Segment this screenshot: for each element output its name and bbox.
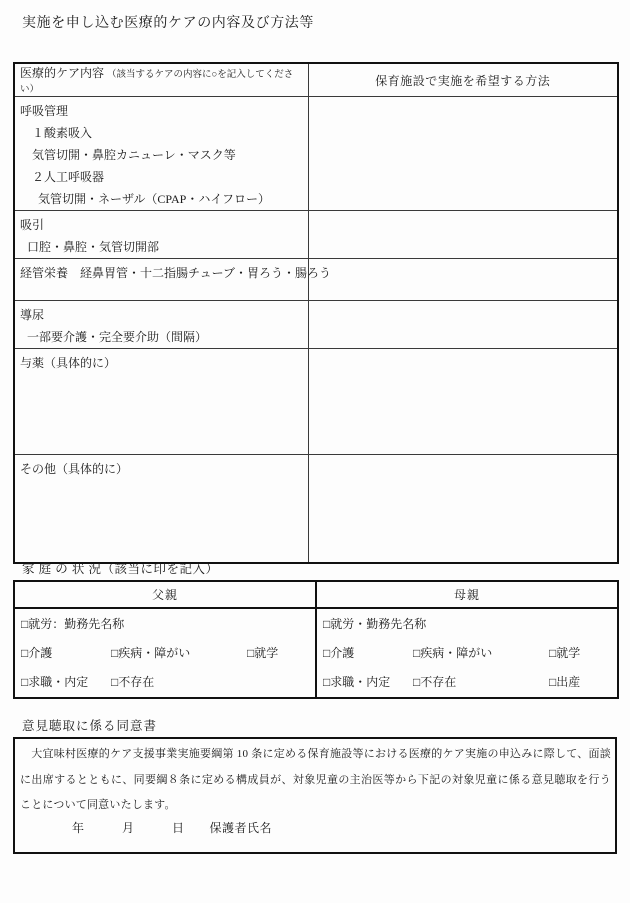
care-line: 気管切開・ネーザル（CPAP・ハイフロー） xyxy=(38,192,270,206)
care-row-catheterization xyxy=(14,301,618,349)
care-line: 導尿 xyxy=(20,308,45,322)
father-status-line-3 xyxy=(21,668,315,697)
care-content-cell-respiration[interactable] xyxy=(14,97,308,211)
care-content-cell-medication[interactable] xyxy=(14,349,308,455)
care-method-input-cell[interactable] xyxy=(308,301,618,349)
care-method-input-cell[interactable] xyxy=(308,97,618,211)
care-method-input-cell[interactable] xyxy=(308,259,618,301)
care-content-header-note: （該当するケアの内容に○を記入してください） xyxy=(20,70,294,95)
mother-column-header: 母親 xyxy=(316,581,618,608)
checkbox-mother-job-seeking[interactable]: □求職・内定 xyxy=(323,675,391,689)
care-method-input-cell[interactable] xyxy=(308,349,618,455)
care-line: 経管栄養 経鼻胃管・十二指腸チューブ・胃ろう・腸ろう xyxy=(20,266,332,280)
care-line: その他（具体的に） xyxy=(20,462,129,476)
care-table-header-row xyxy=(14,63,618,97)
consent-body-text: 大宜味村医療的ケア支援事業実施要綱第 10 条に定める保育施設等における医療的ケア実施の申込みに際して、面談に出席するとともに、同要綱８条に定める構成員が、対象児童の主治医等から下記の対象児童に係る意見聴取を行うことについて同意いたします。 xyxy=(20,748,611,811)
checkbox-mother-childbirth[interactable]: □出産 xyxy=(549,675,581,689)
care-content-cell-tube-feeding[interactable] xyxy=(14,259,332,301)
care-content-cell-catheterization[interactable] xyxy=(14,301,308,349)
checkbox-mother-absent[interactable]: □不存在 xyxy=(413,675,457,689)
consent-box xyxy=(13,737,617,854)
care-row-suction xyxy=(14,211,618,259)
care-content-header-cell xyxy=(14,63,308,97)
care-line: ２人工呼吸器 xyxy=(32,170,105,184)
checkbox-father-employment[interactable]: □就労：勤務先名称 xyxy=(21,617,125,631)
care-content-cell-other[interactable] xyxy=(14,455,308,563)
family-table-body-row xyxy=(14,608,618,698)
care-line: 一部要介護・完全要介助（間隔） xyxy=(27,330,208,344)
mother-status-cell xyxy=(316,608,618,698)
medical-care-table xyxy=(13,62,619,564)
checkbox-father-absent[interactable]: □不存在 xyxy=(111,675,155,689)
checkbox-mother-employment[interactable]: □就労・勤務先名称 xyxy=(323,617,427,631)
father-status-line-2 xyxy=(21,639,315,668)
care-row-tube-feeding xyxy=(14,259,618,301)
checkbox-father-illness-disability[interactable]: □疾病・障がい xyxy=(111,646,191,660)
checkbox-father-schooling[interactable]: □就学 xyxy=(247,646,279,660)
consent-date-signature-line[interactable]: 年 月 日 保護者氏名 xyxy=(72,821,273,835)
checkbox-father-job-seeking[interactable]: □求職・内定 xyxy=(21,675,89,689)
family-table-header-row xyxy=(14,581,618,608)
care-line: 与薬（具体的に） xyxy=(20,356,117,370)
family-status-section-title: 家 庭 の 状 況（該当に印を記入） xyxy=(22,562,219,576)
document-title: 実施を申し込む医療的ケアの内容及び方法等 xyxy=(22,16,314,31)
mother-status-line-2 xyxy=(323,639,617,668)
care-method-input-cell[interactable] xyxy=(308,455,618,563)
care-content-header-label: 医療的ケア内容 xyxy=(20,66,105,80)
care-row-other xyxy=(14,455,618,563)
father-column-header: 父親 xyxy=(14,581,316,608)
consent-section-title: 意見聴取に係る同意書 xyxy=(22,719,158,733)
care-line: 気管切開・鼻腔カニューレ・マスク等 xyxy=(32,148,236,162)
care-method-input-cell[interactable] xyxy=(308,211,618,259)
care-row-respiration xyxy=(14,97,618,211)
method-header-cell: 保育施設で実施を希望する方法 xyxy=(308,63,618,97)
checkbox-mother-illness-disability[interactable]: □疾病・障がい xyxy=(413,646,493,660)
care-line: 口腔・鼻腔・気管切開部 xyxy=(27,240,160,254)
checkbox-mother-caregiving[interactable]: □介護 xyxy=(323,646,355,660)
family-status-table xyxy=(13,580,619,699)
checkbox-father-caregiving[interactable]: □介護 xyxy=(21,646,53,660)
father-status-cell xyxy=(14,608,316,698)
care-line: 呼吸管理 xyxy=(20,104,69,118)
care-content-cell-suction[interactable] xyxy=(14,211,308,259)
mother-status-line-3 xyxy=(323,668,617,697)
care-row-medication xyxy=(14,349,618,455)
care-line: 吸引 xyxy=(20,218,45,232)
checkbox-mother-schooling[interactable]: □就学 xyxy=(549,646,581,660)
care-line: １酸素吸入 xyxy=(32,126,93,140)
